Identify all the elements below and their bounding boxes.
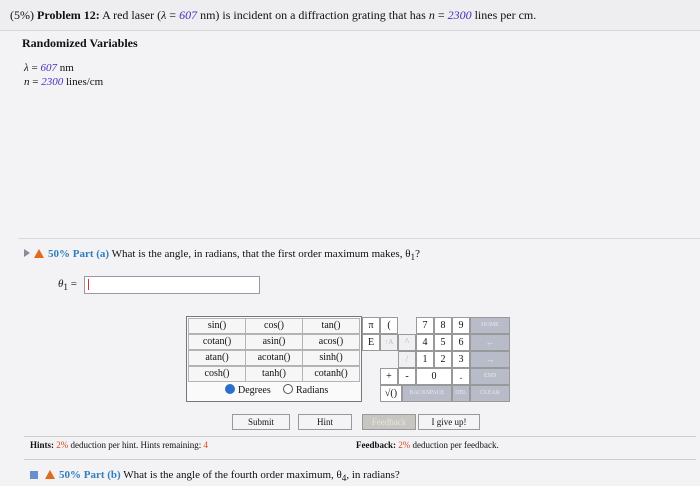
randomized-variables-heading: Randomized Variables (22, 36, 138, 50)
key-sqrt[interactable]: √() (380, 385, 402, 402)
lambda-symbol: λ (161, 8, 167, 22)
part-a-label: Part (a) (72, 248, 110, 260)
warning-icon (45, 470, 55, 479)
key-backspace[interactable]: BACKSPACE (402, 385, 452, 402)
fn-cos[interactable]: cos() (245, 318, 303, 334)
lambda-value: 607 (179, 8, 198, 22)
submit-button[interactable]: Submit (232, 414, 290, 430)
key-exp[interactable]: ↑A (380, 334, 398, 351)
part-icon (30, 471, 38, 479)
part-a-text: What is the angle, in radians, that the first order maximum makes, θ (111, 248, 411, 260)
fn-tanh[interactable]: tanh() (245, 366, 303, 382)
key-caret[interactable]: ^ (398, 334, 416, 351)
key-7[interactable]: 7 (416, 317, 434, 334)
feedback-pct: 2% (398, 440, 411, 450)
feedback-button[interactable]: Feedback (362, 414, 416, 430)
part-a-qmark: ? (415, 248, 420, 260)
part-b-label: Part (b) (83, 469, 121, 481)
var-eq: = (28, 62, 41, 74)
part-a-question (24, 248, 420, 262)
key-2[interactable]: 2 (434, 351, 452, 368)
warning-icon (34, 249, 44, 258)
equals-sign: = (166, 8, 180, 22)
fn-acotan[interactable]: acotan() (245, 350, 303, 366)
hints-text: deduction per hint. Hints remaining: (68, 440, 204, 450)
radio-icon[interactable] (283, 384, 293, 394)
variable-lambda (24, 62, 74, 74)
key-0[interactable]: 0 (416, 368, 452, 385)
radians-option[interactable] (283, 384, 328, 396)
fn-cotanh[interactable]: cotanh() (302, 366, 360, 382)
part-b-text: What is the angle of the fourth order maximum, θ (123, 469, 342, 481)
key-left[interactable]: ← (470, 334, 510, 351)
equals-sign-2: = (434, 8, 448, 22)
part-b-sub: 4 (341, 473, 347, 484)
key-divide[interactable]: / (398, 351, 416, 368)
key-e[interactable]: E (362, 334, 380, 351)
key-right[interactable]: → (470, 351, 510, 368)
part-b-question[interactable] (30, 469, 400, 483)
part-a-sub: 1 (410, 252, 416, 263)
problem-weight: (5%) (10, 8, 34, 22)
hints-pct: 2% (56, 440, 69, 450)
key-minus[interactable]: - (398, 368, 416, 385)
degrees-option[interactable] (225, 384, 271, 396)
expand-arrow-icon[interactable] (24, 249, 30, 257)
key-3[interactable]: 3 (452, 351, 470, 368)
radio-selected-icon[interactable] (225, 384, 235, 394)
fn-sinh[interactable]: sinh() (302, 350, 360, 366)
var-eq: = (29, 76, 42, 88)
calculator-panel (186, 316, 362, 402)
answer-label (58, 278, 77, 292)
problem-text-2: nm) is incident on a diffraction grating that has (197, 8, 429, 22)
key-4[interactable]: 4 (416, 334, 434, 351)
hints-remaining: 4 (203, 440, 208, 450)
problem-text-3: lines per cm. (471, 8, 537, 22)
key-clear[interactable]: CLEAR (470, 385, 510, 402)
var-value: 2300 (41, 76, 64, 88)
part-a-percent: 50% (48, 248, 70, 260)
key-decimal[interactable]: . (452, 368, 470, 385)
fn-cosh[interactable]: cosh() (188, 366, 246, 382)
answer-input[interactable] (84, 276, 260, 294)
key-8[interactable]: 8 (434, 317, 452, 334)
problem-statement (10, 8, 536, 23)
fn-tan[interactable]: tan() (302, 318, 360, 334)
key-open-paren[interactable]: ( (380, 317, 398, 334)
key-5[interactable]: 5 (434, 334, 452, 351)
degrees-label: Degrees (238, 385, 271, 396)
n-value: 2300 (447, 8, 472, 22)
part-b-tail: , in radians? (346, 469, 400, 481)
fn-sin[interactable]: sin() (188, 318, 246, 334)
problem-text: A red laser ( (102, 8, 162, 22)
answer-eq: = (67, 278, 77, 290)
key-pi[interactable]: π (362, 317, 380, 334)
key-plus[interactable]: + (380, 368, 398, 385)
feedback-label: Feedback: (356, 440, 396, 450)
hints-info (30, 440, 208, 450)
text-cursor (88, 279, 89, 290)
feedback-info (356, 440, 499, 450)
problem-header (0, 0, 700, 31)
var-symbol: λ (24, 62, 29, 74)
fn-asin[interactable]: asin() (245, 334, 303, 350)
key-del[interactable]: DEL (452, 385, 470, 402)
key-end[interactable]: END (470, 368, 510, 385)
problem-label: Problem 12: (37, 8, 100, 22)
key-1[interactable]: 1 (416, 351, 434, 368)
hints-label: Hints: (30, 440, 55, 450)
var-symbol: n (24, 76, 30, 88)
key-home[interactable]: HOME (470, 317, 510, 334)
section-divider (18, 238, 700, 239)
hint-button[interactable]: Hint (298, 414, 352, 430)
fn-atan[interactable]: atan() (188, 350, 246, 366)
fn-cotan[interactable]: cotan() (188, 334, 246, 350)
theta-sub: 1 (63, 282, 68, 293)
variable-n (24, 76, 103, 88)
radians-label: Radians (296, 385, 329, 396)
var-value: 607 (40, 62, 57, 74)
theta-symbol: θ (58, 278, 64, 290)
var-unit: nm (56, 62, 74, 74)
key-9[interactable]: 9 (452, 317, 470, 334)
key-6[interactable]: 6 (452, 334, 470, 351)
feedback-text: deduction per feedback. (410, 440, 499, 450)
var-unit: lines/cm (63, 76, 104, 88)
fn-acos[interactable]: acos() (302, 334, 360, 350)
give-up-button[interactable]: I give up! (418, 414, 480, 430)
part-b-percent: 50% (59, 469, 81, 481)
n-symbol: n (428, 8, 435, 22)
